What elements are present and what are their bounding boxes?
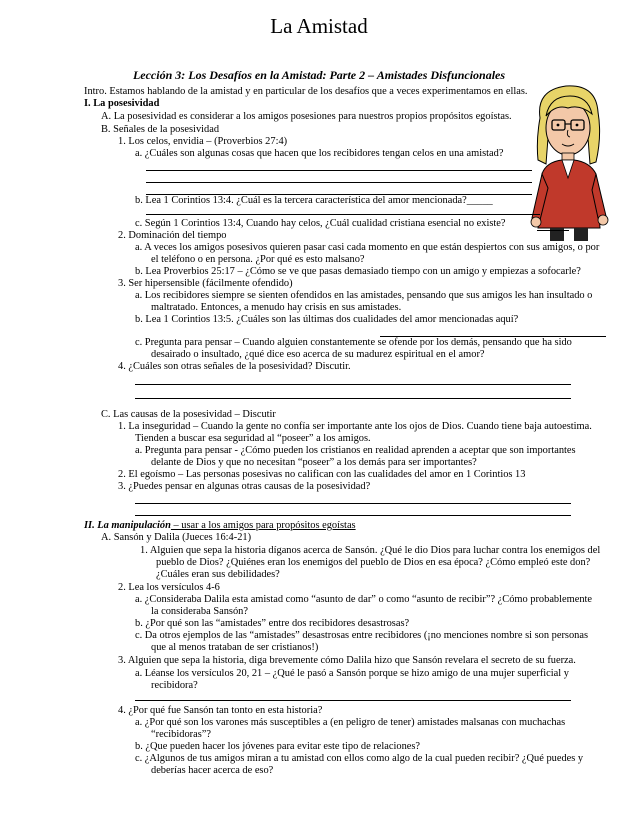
question-males-susceptible-cont: “recibidoras”?: [151, 729, 211, 740]
item-hypersensitive: 3. Ser hipersensible (fácilmente ofendido): [118, 278, 293, 289]
item-insecurity: 1. La inseguridad – Cuando la gente no confía ser importante ante los ojos de Dios. Cuando tiene baja autoestima.: [118, 421, 592, 432]
woman-with-glasses-icon: [526, 78, 616, 243]
item-samson-delilah: A. Sansón y Dalila (Jueces 16:4-21): [101, 532, 252, 543]
answer-line: [537, 230, 569, 231]
question-samson-foolish: 4. ¿Por qué fue Sansón tan tonto en esta historia?: [118, 705, 323, 716]
question-males-susceptible: a. ¿Por qué son los varones más susceptibles a (en peligro de tener) amistades malsanas con muchachas: [135, 717, 566, 728]
text-receivers-offended-cont: maltratado. Entonces, a menudo hay crisis en sus amistades.: [151, 302, 402, 313]
question-think-offended: c. Pregunta para pensar – Cuando alguien constantemente se ofende por los demás, pensando que ha sido: [135, 337, 572, 348]
answer-line: [135, 398, 571, 399]
section-heading-manipulacion: [84, 520, 356, 532]
manipulation-definition: – usar a los amigos para propósitos egoístas: [170, 520, 356, 531]
item-b-signs: B. Señales de la posesividad: [101, 124, 220, 135]
item-a-definition: A. La posesividad es considerar a los amigos posesiones para nuestros propios propósitos egoístas.: [101, 111, 512, 122]
question-verses-20-21-cont: recibidora?: [151, 680, 198, 691]
question-samson-story-cont: pueblo de Dios? ¿Quiénes eran los enemigos del pueblo de Dios en esa época? ¿Cómo empleó este don?: [156, 557, 591, 568]
question-last-two-qualities: b. Lea 1 Corintios 13:5. ¿Cuáles son las últimas dos cualidades del amor mencionadas aquí?: [135, 314, 519, 325]
item-insecurity-cont: Tienden a buscar esa seguridad al “poseer” a los amigos.: [135, 433, 371, 444]
section-heading-posesividad: I. La posesividad: [84, 98, 160, 109]
answer-line: [146, 214, 540, 215]
text-receivers-offended: a. Los recibidores siempre se sienten ofendidos en las amistades, pensando que sus amigos les han insultado o: [135, 290, 593, 301]
question-delilah-secret: 3. Alguien que sepa la historia, diga brevemente cómo Dalila hizo que Sansón revelara el secreto de su fuerza.: [118, 655, 576, 666]
question-essential-quality: c. Según 1 Corintios 13:4, Cuando hay celos, ¿Cuál cualidad cristiana esencial no existe?: [135, 218, 506, 229]
intro-text: Intro. Estamos hablando de la amistad y en particular de los desafíos que a veces experimentamos en ellas.: [84, 86, 528, 97]
question-verses-20-21: a. Léanse los versículos 20, 21 – ¿Qué le pasó a Sansón porque se hizo amigo de una mujer superficial y: [135, 668, 569, 679]
answer-line: [135, 503, 571, 504]
text-possessive-friends: a. A veces los amigos posesivos quieren pasar casi cada momento en que están despiertos con sus amigos, o por: [135, 242, 600, 253]
question-friends-receive-cont: deberías hacer acerca de eso?: [151, 765, 274, 776]
question-other-examples: c. Da otros ejemplos de las “amistades” desastrosas entre recibidores (¡no menciones nombre si son personas: [135, 630, 589, 641]
question-christians-important: a. Pregunta para pensar - ¿Cómo pueden los cristianos en realidad aprenden a aceptar que son importantes: [135, 445, 576, 456]
question-avoid-relationships: b. ¿Que pueden hacer los jóvenes para evitar este tipo de relaciones?: [135, 741, 421, 752]
question-two-receivers: b. ¿Por qué son las “amistades” entre dos recibidores desastrosas?: [135, 618, 410, 629]
item-c-causes: C. Las causas de la posesividad – Discutir: [101, 409, 276, 420]
answer-line: [146, 170, 532, 171]
question-jealousy-causes: a. ¿Cuáles son algunas cosas que hacen que los recibidores tengan celos en una amistad?: [135, 148, 504, 159]
question-friends-receive: c. ¿Algunos de tus amigos miran a tu amistad con ellos como algo de la cual pueden recibir? ¿Qué puedes y: [135, 753, 584, 764]
question-other-causes: 3. ¿Puedes pensar en algunas otras causas de la posesividad?: [118, 481, 371, 492]
question-samson-weaknesses: ¿Cuáles eran sus debilidades?: [156, 569, 280, 580]
answer-line: [135, 384, 571, 385]
question-think-offended-cont: desairado o insultado, ¿qué dice eso acerca de su madurez espiritual en el amor?: [151, 349, 485, 360]
question-samson-story: 1. Alguien que sepa la historia díganos acerca de Sansón. ¿Qué le dio Dios para luchar contra los enemigos del: [140, 545, 601, 556]
answer-line: [146, 182, 532, 183]
question-third-characteristic: b. Lea 1 Corintios 13:4. ¿Cuál es la tercera característica del amor mencionada?_____: [135, 195, 493, 206]
page-title: La Amistad: [270, 14, 368, 38]
question-delilah-friendship-cont: la consideraba Sansón?: [151, 606, 248, 617]
answer-line: [135, 515, 571, 516]
question-other-examples-cont: que al menos trataban de ser cristianos!): [151, 642, 319, 653]
lesson-subtitle: Lección 3: Los Desafíos en la Amistad: Parte 2 – Amistades Disfuncionales: [132, 68, 506, 82]
item-jealousy: 1. Los celos, envidia – (Proverbios 27:4): [118, 136, 288, 147]
question-delilah-friendship: a. ¿Consideraba Dalila esta amistad como “asunto de dar” o como “asunto de recibir”? ¿Cómo probablemente: [135, 594, 593, 605]
question-proverbs-25-17: b. Lea Proverbios 25:17 – ¿Cómo se ve que pasas demasiado tiempo con un amigo y empiezas a sofocarle?: [135, 266, 581, 277]
item-time-domination: 2. Dominación del tiempo: [118, 230, 227, 241]
manipulation-label: II. La manipulación: [84, 520, 171, 531]
item-read-verses-4-6: 2. Lea los versículos 4-6: [118, 582, 220, 593]
question-christians-important-cont: delante de Dios y que no necesitan “poseer” a los demás para ser importantes?: [151, 457, 477, 468]
item-selfishness: 2. El egoísmo – Las personas posesivas no califican con las cualidades del amor en 1 Corintios 13: [118, 469, 526, 480]
question-other-signs: 4. ¿Cuáles son otras señales de la posesividad? Discutir.: [118, 361, 351, 372]
answer-line: [135, 700, 571, 701]
text-possessive-friends-cont: el teléfono o en persona. ¿Por qué es esto malsano?: [151, 254, 365, 265]
